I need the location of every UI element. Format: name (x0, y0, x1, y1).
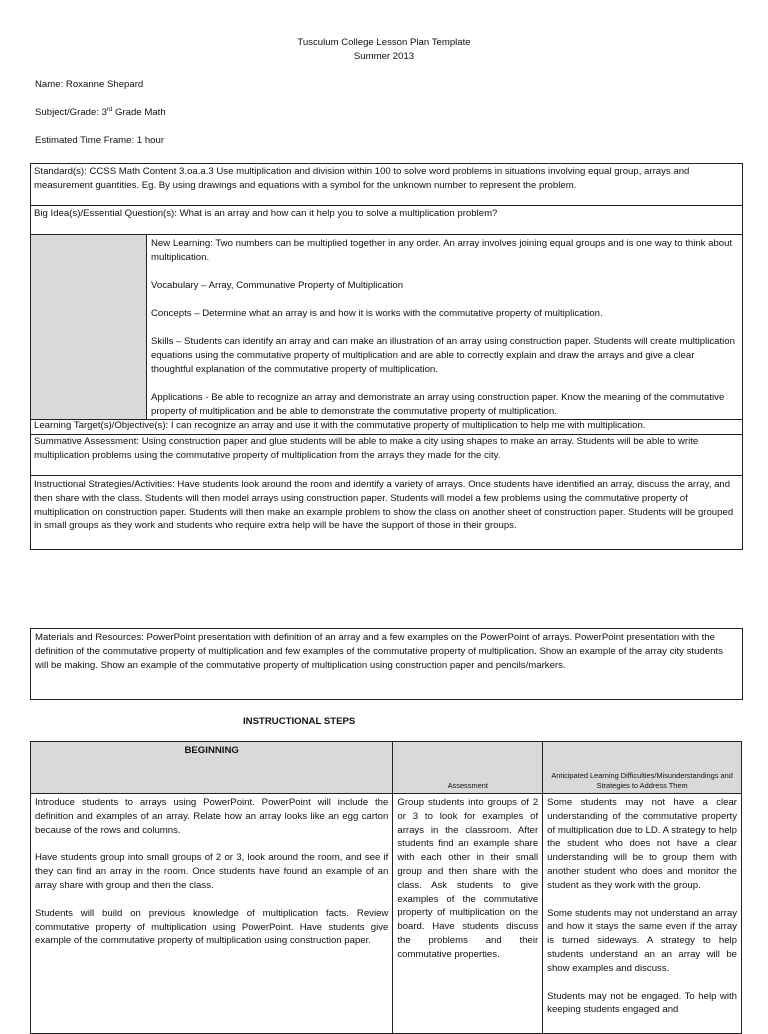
teacher-name: Name: Roxanne Shepard (35, 79, 144, 90)
applications-text: Applications - Be able to recognize an array and demonstrate an array using construction paper. Know the meaning of the commutative property of multiplication and be able to demonstrate the commutative property of multiplication. (151, 392, 725, 417)
assessment-text: Group students into groups of 2 or 3 to look for examples of arrays in the classroom. After students find an example share with each other in their small group and then share with the class. Ask students to give examples of the commutative property of multiplication on the board. Have students discuss the problems and their commutative properties. (397, 797, 539, 960)
subject-grade-prefix: Subject/Grade: 3 (35, 107, 107, 118)
strategies-cell (30, 476, 743, 535)
big-idea-cell (30, 205, 743, 223)
difficulties-header-label: Anticipated Learning Difficulties/Misunderstandings and Strategies to Address Them (551, 771, 733, 790)
assessment-header (393, 742, 543, 794)
document-term: Summer 2013 (353, 50, 415, 62)
beginning-paragraph: Have students group into small groups of 2 or 3, look around the room, and see if they can find an array in the room. Once students have found an example of an array share with group and then the class. (35, 852, 389, 891)
instructional-steps-heading: INSTRUCTIONAL STEPS (243, 716, 356, 727)
beginning-paragraph: Students will build on previous knowledge of multiplication facts. Review commutative property of multiplication using PowerPoint. Have students give example of the commutative property of multiplication using construction paper. (35, 907, 389, 947)
difficulties-paragraph: Some students may not have a clear understanding of the commutative property of multiplication due to LD. A strategy to help the student who does not have a clear understanding will be to group them with another student who does and monitor the student as they work with the group. (547, 797, 737, 891)
shaded-cell (31, 235, 147, 419)
subject-grade (35, 106, 166, 120)
learning-target-cell (30, 419, 743, 435)
strategies-text: Instructional Strategies/Activities: Have students look around the room and identify a variety of arrays. Once students have identified an array, discuss the array, and then share with the class. Students will then model arrays using construction paper. Students will model a few problems using the commutative property of multiplication on construction paper. Students will then make an example problem to show the class on another sheet of construction paper. Students will be grouped in small groups as they work and students who require extra help will be have the support of those in their groups. (34, 479, 734, 532)
learning-target-text: Learning Target(s)/Objective(s): I can recognize an array and use it with the commutative property of multiplication to help me with multiplication. (34, 420, 646, 431)
new-learning-text: New Learning: Two numbers can be multiplied together in any order. An array involves joining equal groups and is one way to think about multiplication. (151, 238, 733, 263)
vocabulary-text: Vocabulary – Array, Communative Property of Multiplication (151, 280, 404, 291)
difficulties-paragraph: Some students may not understand an array and how it stays the same even if the array is turned sideways. A strategy to help students understand an an array will be show examples and discuss. (547, 907, 737, 974)
standards-text: Standard(s): CCSS Math Content 3.oa.a.3 Use multiplication and division within 100 to solve word problems in situations involving equal group, arrays and measurement guantities. Eg. By using drawings and equations with a symbol for the unknown number to represent the problem. (34, 166, 690, 191)
beginning-header (31, 742, 393, 794)
document-header (0, 36, 768, 64)
table-row (31, 794, 742, 1034)
concepts-text: Concepts – Determine what an array is and how it is works with the commutative property of multiplication. (151, 308, 603, 319)
subject-grade-ordinal: rd (107, 106, 113, 113)
beginning-paragraph: Introduce students to arrays using PowerPoint. PowerPoint will include the definition and examples of an array. Relate how an array looks like an egg carton because of the rows and columns. (35, 797, 389, 836)
difficulties-cell (543, 794, 742, 1034)
instructional-steps-table (30, 741, 742, 1034)
subject-grade-suffix: Grade Math (112, 107, 166, 118)
skills-text: Skills – Students can identify an array and can make an illustration of an array using construction paper. Students will create multiplication equations using the commutative property of multiplication and are able to correctly explain and draw the arrays and give a clear thoughtful explanation of the commutative property of multiplication. (151, 336, 735, 375)
difficulties-header (543, 742, 742, 794)
table-header-row (31, 742, 742, 794)
materials-cell (30, 628, 743, 700)
big-idea-text: Big Idea(s)/Essential Question(s): What is an array and how can it help you to solve a multiplication problem? (34, 208, 498, 219)
document-title: Tusculum College Lesson Plan Template (297, 37, 471, 48)
beginning-cell (31, 794, 393, 1034)
standards-cell (30, 163, 743, 195)
summative-text: Summative Assessment: Using construction paper and glue students will be able to make a city using shapes to make an array. Students will be able to write multiplication problems using the commutative property of multiplication from the arrays they made for the city. (34, 436, 699, 461)
time-frame: Estimated Time Frame: 1 hour (35, 135, 165, 146)
beginning-header-label: BEGINNING (184, 745, 239, 756)
assessment-header-label: Assessment (447, 781, 488, 790)
learning-cell (151, 237, 739, 419)
materials-text: Materials and Resources: PowerPoint presentation with definition of an array and a few examples on the PowerPoint of arrays. PowerPoint presentation with the definition of the commutative property of multiplication and few examples of the commutative property of multiplication. Show an example of the array city students will be making. Show an example of the commutative property of multiplication using construction paper and pencils/markers. (35, 632, 723, 671)
difficulties-paragraph: Students may not be engaged. To help with keeping students engaged and (547, 990, 737, 1016)
summative-cell (30, 434, 743, 465)
assessment-cell (393, 794, 543, 1034)
